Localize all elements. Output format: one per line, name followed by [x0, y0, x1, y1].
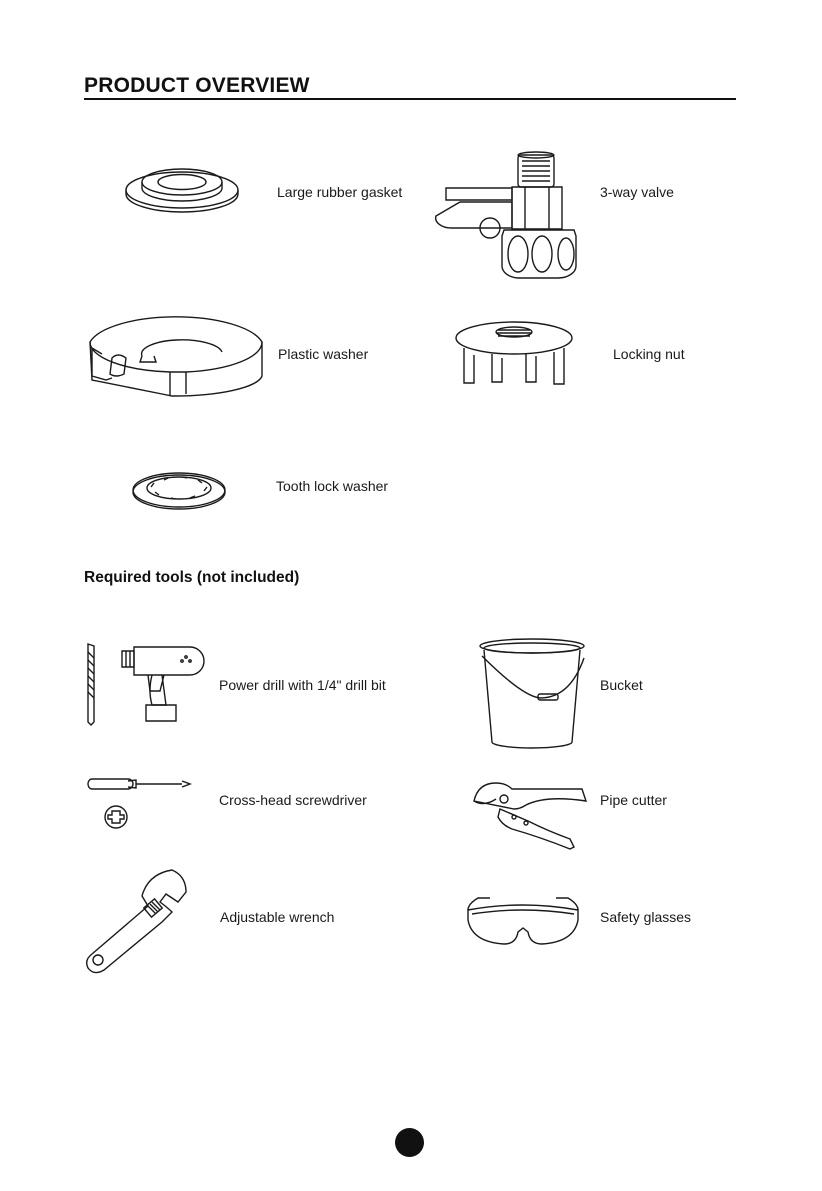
screwdriver-icon — [90, 775, 194, 831]
tooth-lock-washer-label: Tooth lock washer — [276, 478, 389, 494]
title-underline — [84, 98, 736, 100]
bucket-icon — [476, 636, 588, 750]
three-way-valve-icon — [432, 152, 577, 282]
pipe-cutter-icon — [470, 775, 588, 851]
locking-nut-label: Locking nut — [613, 346, 685, 362]
plastic-washer-label: Plastic washer — [278, 346, 369, 362]
adjustable-wrench-icon — [86, 866, 198, 974]
screwdriver-label: Cross-head screwdriver — [219, 792, 367, 808]
tooth-lock-washer-icon — [130, 468, 228, 512]
plastic-washer-icon — [82, 298, 267, 400]
power-drill-icon — [118, 643, 210, 725]
safety-glasses-icon — [464, 892, 582, 950]
locking-nut-icon — [452, 318, 577, 386]
page-number-marker — [395, 1128, 424, 1157]
adjustable-wrench-label: Adjustable wrench — [220, 909, 335, 925]
bucket-label: Bucket — [600, 677, 643, 693]
large-rubber-gasket-label: Large rubber gasket — [277, 184, 403, 200]
power-drill-label: Power drill with 1/4" drill bit — [219, 677, 386, 693]
pipe-cutter-label: Pipe cutter — [600, 792, 667, 808]
required-tools-heading: Required tools (not included) — [84, 569, 300, 586]
safety-glasses-label: Safety glasses — [600, 909, 692, 925]
page-title: PRODUCT OVERVIEW — [84, 74, 310, 97]
drill-bit-icon — [84, 644, 98, 726]
three-way-valve-label: 3-way valve — [600, 184, 674, 200]
rubber-gasket-icon — [120, 160, 245, 215]
